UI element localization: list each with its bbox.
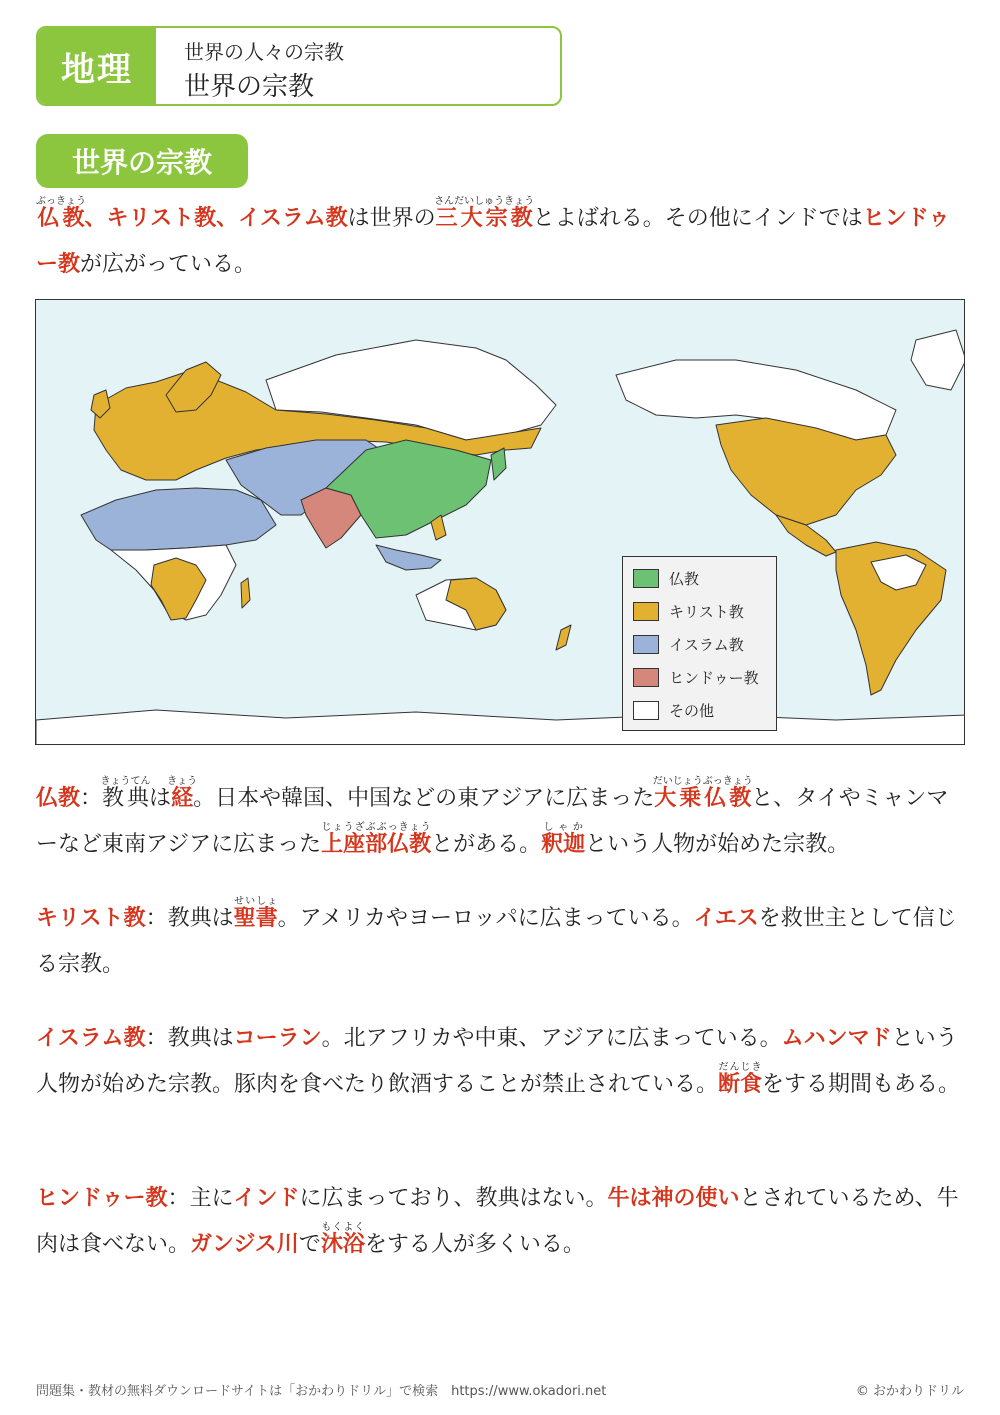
section-title: 世界の宗教 [36,134,248,188]
page-title: 世界の宗教 [184,72,315,102]
subject-label: 地理 [38,28,156,104]
japan [491,448,506,480]
north-africa-islam [81,488,276,550]
antarctica [36,710,965,745]
buddhism-paragraph: 仏教：教典きょうてんは経きょう。日本や韓国、中国などの東アジアに広まった大乗仏教だいじょうぶっきょうと、タイやミャンマーなど東南アジアに広まった上座部仏教じょうざぶぶっきょうとがある。釈迦しゃかという人物が始めた宗教。 [36,776,949,857]
term-three-religions: 三大宗教さんだいしゅうきょう [434,196,535,231]
term-islam: イスラム教 [238,206,348,231]
legend-item-islam: イスラム教 [633,633,744,655]
worksheet-header [36,26,562,106]
intro-paragraph: 仏教ぶっきょう、キリスト教、イスラム教は世界の三大宗教さんだいしゅうきょうとよばれる。その他にインドではヒンドゥー教が広がっている。 [36,196,951,277]
map-legend [622,556,777,731]
map-svg [36,300,965,745]
christianity-paragraph: キリスト教：教典は聖書せいしょ。アメリカやヨーロッパに広まっている。イエスを救世主として信じる宗教。 [36,896,957,977]
legend-item-buddhism: 仏教 [633,567,699,589]
madagascar [241,578,250,608]
hinduism-paragraph: ヒンドゥー教：主にインドに広まっており、教典はない。牛は神の使いとされているため、牛肉は食べない。ガンジス川で沐浴もくよくをする人が多くいる。 [36,1186,959,1257]
footer-copyright: © おかわりドリル [855,1384,964,1399]
new-zealand [556,625,571,650]
legend-swatch [633,635,659,654]
legend-swatch [633,668,659,687]
legend-item-christianity: キリスト教 [633,600,744,622]
footer-site-info: 問題集・教材の無料ダウンロードサイトは「おかわりドリル」で検索 https://www.okadori.net [36,1384,607,1399]
greenland [911,330,965,390]
legend-item-hinduism: ヒンドゥー教 [633,666,759,688]
term-hinduism: ヒンドゥー教 [36,206,951,277]
indonesia-islam [376,545,441,570]
legend-swatch [633,602,659,621]
islam-paragraph: イスラム教：教典はコーラン。北アフリカや中東、アジアに広まっている。ムハンマドという人物が始めた宗教。豚肉を食べたり飲酒することが禁止されている。断食だんじきをする期間もある。 [36,1026,961,1097]
term-christianity: キリスト教 [106,206,217,231]
legend-swatch [633,701,659,720]
unit-label: 世界の人々の宗教 [184,40,344,64]
term-buddhism: 仏教ぶっきょう [36,196,86,231]
legend-item-other: その他 [633,699,714,721]
legend-swatch [633,569,659,588]
world-religion-map [35,299,965,745]
